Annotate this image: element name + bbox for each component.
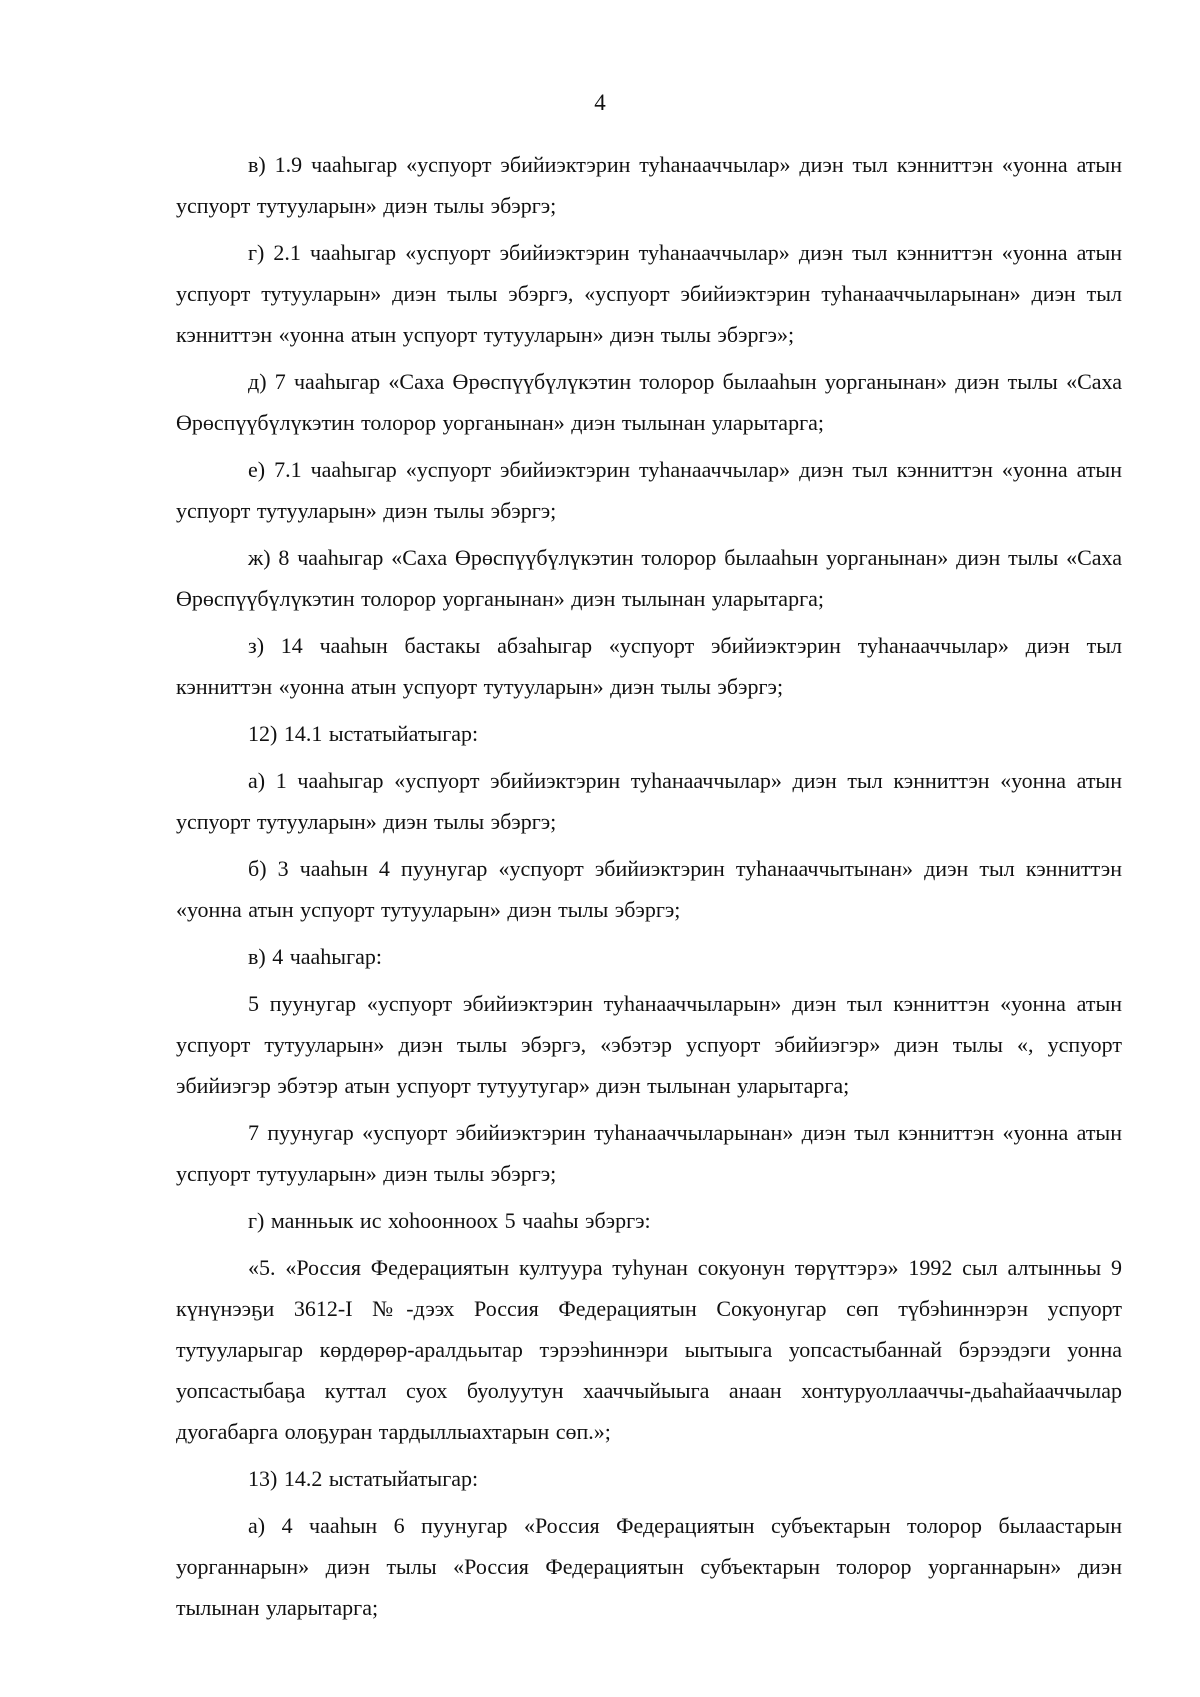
paragraph-z-14: з) 14 чааһын бастакы абзаһыгар «успуорт эбийиэктэрин туһанааччылар» диэн тыл кэнниттэн «уонна атын успуорт тутууларын» диэн тылы эбэргэ;: [176, 633, 1122, 699]
paragraph-d-7: д) 7 чааһыгар «Саха Өрөспүүбүлүкэтин толорор былааһын уорганынан» диэн тылы «Саха Өрөспүүбүлүкэтин толорор уорганынан» диэн тылынан уларытарга;: [176, 369, 1122, 435]
paragraph-point-5: 5 пуунугар «успуорт эбийиэктэрин туһанааччыларын» диэн тыл кэнниттэн «уонна атын успуорт тутууларын» диэн тылы эбэргэ, «эбэтэр успуорт эбийиэгэр» диэн тылы «, успуорт эбийиэгэр эбэтэр атын успуорт тутуутугар» диэн тылынан уларытарга;: [176, 991, 1122, 1098]
paragraph-13-article-14-2: 13) 14.2 ыстатыйатыгар:: [248, 1466, 479, 1491]
paragraph-12-article-14-1: 12) 14.1 ыстатыйатыгар:: [248, 721, 479, 746]
paragraph-point-7: 7 пуунугар «успуорт эбийиэктэрин туһанааччыларынан» диэн тыл кэнниттэн «уонна атын успуорт тутууларын» диэн тылы эбэргэ;: [176, 1120, 1122, 1186]
document-body: [176, 144, 1122, 1634]
paragraph-g-add-part-5: г) манньык ис хоһоонноох 5 чааһы эбэргэ:: [248, 1208, 651, 1233]
paragraph-v-4: в) 4 чааһыгар:: [248, 944, 382, 969]
paragraph-zh-8: ж) 8 чааһыгар «Саха Өрөспүүбүлүкэтин толорор былааһын уорганынан» диэн тылы «Саха Өрөспүүбүлүкэтин толорор уорганынан» диэн тылынан уларытарга;: [176, 545, 1122, 611]
paragraph-e-7-1: е) 7.1 чааһыгар «успуорт эбийиэктэрин туһанааччылар» диэн тыл кэнниттэн «уонна атын успуорт тутууларын» диэн тылы эбэргэ;: [176, 457, 1122, 523]
paragraph-a-1: а) 1 чааһыгар «успуорт эбийиэктэрин туһанааччылар» диэн тыл кэнниттэн «уонна атын успуорт тутууларын» диэн тылы эбэргэ;: [176, 768, 1122, 834]
paragraph-quoted-part-5: «5. «Россия Федерациятын култуура туһунан сокуонун төрүттэрэ» 1992 сыл алтынньы 9 күнүнээҕи 3612-I №-дээх Россия Федерациятын Сокуонугар сөп түбэһиннэрэн успуорт тутууларыгар көрдөрөр-аралдьытар тэрээһиннэри ыытыыга уопсастыбаннай бэрээдэги уонна уопсастыбаҕа куттал суох буолуутун хааччыйыыга анаан хонтуруоллааччы-дьаһайааччылар дуогабарга олоҕуран тардыллыахтарын сөп.»;: [176, 1255, 1122, 1444]
page-number: 4: [594, 90, 606, 115]
paragraph-b-3-4: б) 3 чааһын 4 пуунугар «успуорт эбийиэктэрин туһанааччытынан» диэн тыл кэнниттэн «уонна атын успуорт тутууларын» диэн тылы эбэргэ;: [176, 856, 1122, 922]
paragraph-v-1-9: в) 1.9 чааһыгар «успуорт эбийиэктэрин туһанааччылар» диэн тыл кэнниттэн «уонна атын успуорт тутууларын» диэн тылы эбэргэ;: [176, 152, 1122, 218]
paragraph-a-4-6: а) 4 чааһын 6 пуунугар «Россия Федерациятын субъектарын толорор былаастарын уорганнарын» диэн тылы «Россия Федерациятын субъектарын толорор уорганнарын» диэн тылынан уларытарга;: [176, 1513, 1122, 1620]
paragraph-g-2-1: г) 2.1 чааһыгар «успуорт эбийиэктэрин туһанааччылар» диэн тыл кэнниттэн «уонна атын успуорт тутууларын» диэн тылы эбэргэ, «успуорт эбийиэктэрин туһанааччыларынан» диэн тыл кэнниттэн «уонна атын успуорт тутууларын» диэн тылы эбэргэ»;: [176, 240, 1122, 347]
